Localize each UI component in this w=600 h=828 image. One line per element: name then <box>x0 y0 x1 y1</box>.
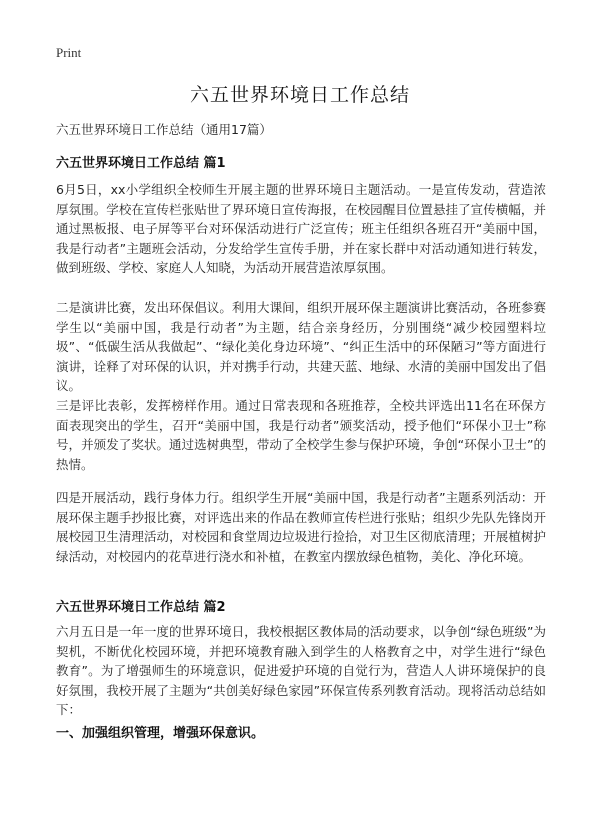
paragraph-2: 二是演讲比赛，发出环保倡议。利用大课间，组织开展环保主题演讲比赛活动，各班参赛学生以“美丽中国，我是行动者”为主题，结合亲身经历，分别围绕“减少校园塑料垃圾”、“低碳生活从我做起”、“绿化美化身边环境”、“纠正生活中的环保陋习”等方面进行演讲，诠释了对环保的认识，并对携手行动，共建天蓝、地绿、水清的美丽中国发出了倡议。 <box>56 300 546 393</box>
section-heading-1: 六五世界环境日工作总结 篇1 <box>56 156 226 171</box>
document-title: 六五世界环境日工作总结 <box>189 84 410 106</box>
paragraph-4: 四是开展活动，践行身体力行。组织学生开展“美丽中国，我是行动者”主题系列活动：开展环保主题手抄报比赛，对评选出来的作品在教师宣传栏进行张贴；组织少先队先锋岗开展校园卫生清理活动，对校园和食堂周边垃圾进行捡拾，对卫生区彻底清理；开展植树护绿活动，对校园内的花草进行浇水和补植，在教室内摆放绿色植物，美化、净化环境。 <box>56 490 546 564</box>
paragraph-3: 三是评比表彰，发挥榜样作用。通过日常表现和各班推荐，全校共评选出11名在环保方面表现突出的学生，召开“美丽中国，我是行动者”颁奖活动，授予他们“环保小卫士”称号，并颁发了奖状。通过选树典型，带动了全校学生参与保护环境，争创“环保小卫士”的热情。 <box>56 398 546 472</box>
paragraph-5: 六月五日是一年一度的世界环境日，我校根据区教体局的活动要求，以争创“绿色班级”为契机，不断优化校园环境，并把环境教育融入到学生的人格教育之中，对学生进行“绿色教育”。为了增强师生的环境意识，促进爱护环境的自觉行为，营造人人讲环境保护的良好氛围，我校开展了主题为“共创美好绿色家园”环保宣传系列教育活动。现将活动总结如下： <box>56 624 546 717</box>
section-heading-3: 一、加强组织管理，增强环保意识。 <box>56 726 265 741</box>
section-heading-2: 六五世界环境日工作总结 篇2 <box>56 600 226 615</box>
document-subtitle: 六五世界环境日工作总结（通用17篇） <box>56 122 272 137</box>
print-link[interactable]: Print <box>56 45 82 60</box>
paragraph-1: 6月5日，xx小学组织全校师生开展主题的世界环境日主题活动。一是宣传发动，营造浓厚氛围。学校在宣传栏张贴世了界环境日宣传海报，在校园醒目位置悬挂了宣传横幅，并通过黑板报、电子屏等平台对环保活动进行广泛宣传；班主任组织各班召开“美丽中国，我是行动者”主题班会活动，分发给学生宣传手册，并在家长群中对活动通知进行转发，做到班级、学校、家庭人人知晓，为活动开展营造浓厚氛围。 <box>56 182 546 275</box>
